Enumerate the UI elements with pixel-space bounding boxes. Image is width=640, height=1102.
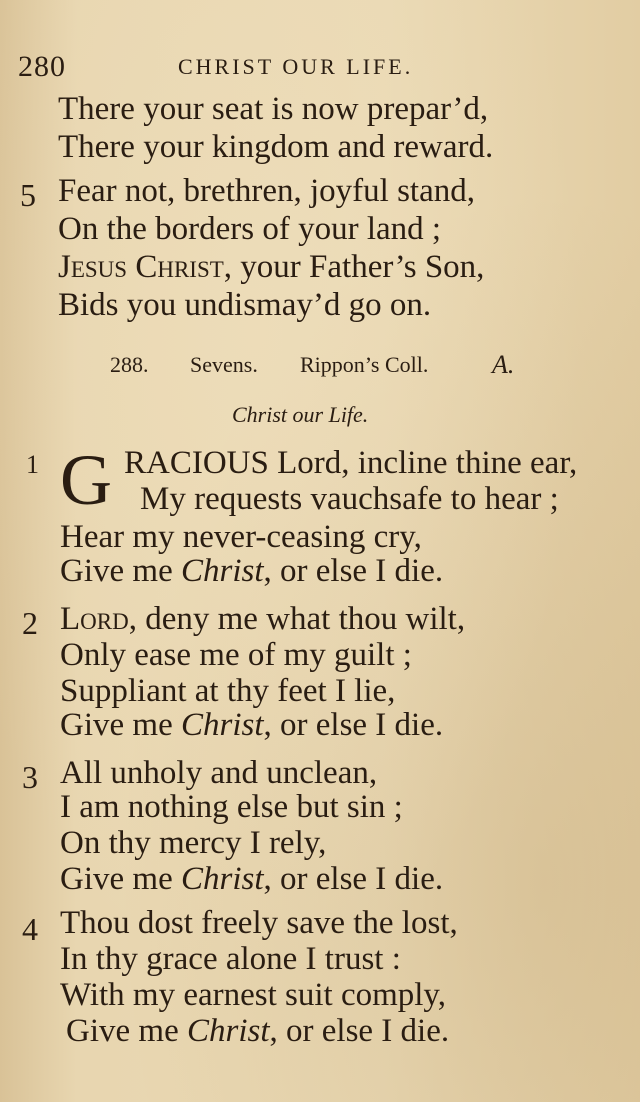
- hymn-mark: A.: [492, 350, 515, 379]
- refrain-line: [60, 552, 443, 590]
- running-head: CHRIST OUR LIFE.: [178, 54, 414, 79]
- verse-line: Hear my never-ceasing cry,: [60, 519, 422, 555]
- verse-line: I am nothing else but sin ;: [60, 789, 403, 825]
- verse-line: [58, 248, 484, 286]
- refrain-post: , or else I die.: [263, 553, 444, 589]
- refrain-line: [66, 1012, 449, 1050]
- verse-line: There your seat is now prepar’d,: [58, 91, 489, 127]
- drop-cap: G: [60, 440, 112, 520]
- christ-italic: Christ: [186, 1013, 270, 1049]
- verse-line: Thou dost freely save the lost,: [60, 905, 458, 941]
- verse-line: Suppliant at thy feet I lie,: [60, 673, 396, 709]
- refrain-pre: Give me: [60, 553, 181, 589]
- verse-line: [60, 600, 465, 638]
- refrain-pre: Give me: [60, 861, 181, 897]
- verse-number: 2: [22, 605, 38, 641]
- verse-line-rest: , deny me what thou wilt,: [128, 601, 466, 637]
- verse-number: 1: [26, 450, 39, 479]
- christ-italic: Christ: [180, 861, 264, 897]
- hymn-meter: Sevens.: [190, 352, 258, 377]
- refrain-line: [60, 706, 443, 744]
- refrain-post: , or else I die.: [263, 861, 444, 897]
- verse-line: RACIOUS Lord, incline thine ear,: [124, 445, 578, 481]
- christ-italic: Christ: [180, 553, 264, 589]
- verse-line: On the borders of your land ;: [58, 211, 442, 247]
- verse-number: 4: [22, 911, 38, 947]
- verse-line: My requests vauchsafe to hear ;: [140, 481, 559, 517]
- hymn-source: Rippon’s Coll.: [300, 352, 429, 377]
- verse-line: On thy mercy I rely,: [60, 825, 327, 861]
- refrain-post: , or else I die.: [269, 1013, 450, 1049]
- verse-number: 5: [20, 177, 36, 213]
- name-small-caps: Jesus Christ: [58, 249, 224, 285]
- page-number: 280: [18, 50, 66, 83]
- christ-italic: Christ: [180, 707, 264, 743]
- refrain-pre: Give me: [60, 707, 181, 743]
- verse-line: Bids you undismay’d go on.: [58, 287, 432, 323]
- hymn-title: Christ our Life.: [232, 402, 369, 427]
- refrain-pre: Give me: [66, 1013, 187, 1049]
- verse-number: 3: [22, 759, 38, 795]
- verse-line: All unholy and unclean,: [60, 755, 378, 791]
- verse-line: With my earnest suit comply,: [60, 977, 447, 1013]
- refrain-line: [60, 860, 443, 898]
- refrain-post: , or else I die.: [263, 707, 444, 743]
- verse-line: There your kingdom and reward.: [58, 129, 494, 165]
- hymn-number: 288.: [110, 352, 149, 377]
- verse-line: Only ease me of my guilt ;: [60, 637, 412, 673]
- verse-line: Fear not, brethren, joyful stand,: [58, 173, 475, 209]
- verse-line: In thy grace alone I trust :: [60, 941, 401, 977]
- lord-small-caps: Lord: [60, 601, 129, 637]
- verse-line-rest: , your Father’s Son,: [223, 249, 485, 285]
